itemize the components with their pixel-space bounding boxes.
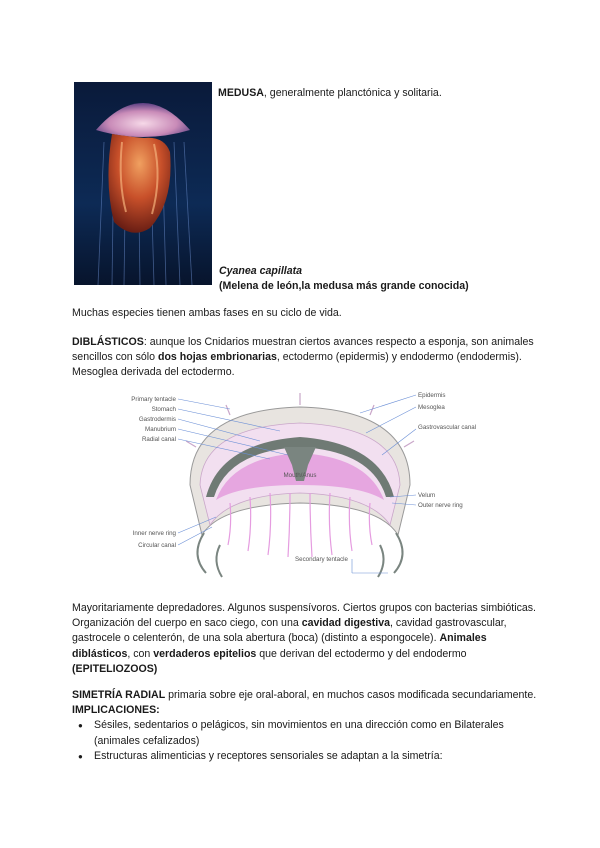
jellyfish-photo <box>74 82 212 285</box>
label-velum: Velum <box>418 492 436 499</box>
term-verdaderos-epitelios: verdaderos epitelios <box>153 647 257 660</box>
label-circular-canal: Circular canal <box>138 542 176 549</box>
text-span: : aunque los Cnidarios muestran ciertos avances respecto a esponja, son animales sencillos con sólo <box>72 336 534 364</box>
label-secondary-tentacle: Secondary tentacle <box>295 556 348 563</box>
section-simetria-radial <box>72 688 542 764</box>
term-epiteliozoos: (EPITELIOZOOS) <box>72 662 158 675</box>
label-gastrovascular-canal: Gastrovascular canal <box>418 424 477 431</box>
paragraph-simetria <box>72 688 542 718</box>
text-span: primaria sobre eje oral-aboral, en muchos casos modificada secundariamente. <box>165 689 537 701</box>
medusa-caption <box>218 86 538 101</box>
term-animales-diblasticos: Animales diblásticos <box>72 632 487 660</box>
label-stomach: Stomach <box>151 406 176 413</box>
medusa-description: , generalmente planctónica y solitaria. <box>263 87 442 99</box>
label-mesoglea: Mesoglea <box>418 404 445 411</box>
medusa-anatomy-diagram <box>120 385 480 585</box>
label-mouth-anus: Mouth/Anus <box>283 472 317 479</box>
label-outer-nerve-ring: Outer nerve ring <box>418 502 463 509</box>
term-implicaciones: IMPLICACIONES: <box>72 704 160 717</box>
list-item: ● Sésiles, sedentarios o pelágicos, sin movimientos en una dirección como en Bilaterales (animales cefalizados) <box>72 718 542 748</box>
text-span: Mayoritariamente depredadores. Algunos suspensívoros. Ciertos grupos con bacterias simbióticas. Organización del cuerpo en saco ciego, con una <box>72 602 537 630</box>
species-name: Cyanea capillata <box>219 265 303 277</box>
term-simetria-radial: SIMETRÍA RADIAL <box>72 689 166 701</box>
term-hojas: dos hojas embrionarias <box>157 351 277 364</box>
medusa-title: MEDUSA <box>218 87 264 99</box>
label-primary-tentacle: Primary tentacle <box>131 396 176 403</box>
label-epidermis: Epidermis <box>418 392 446 399</box>
term-cavidad-digestiva: cavidad digestiva <box>301 617 391 630</box>
term-diblasticos: DIBLÁSTICOS <box>72 336 144 348</box>
text-span: , con <box>127 647 154 660</box>
paragraph-nutrition <box>72 601 542 677</box>
implications-list <box>72 718 542 764</box>
paragraph-diblasticos <box>72 335 542 381</box>
list-item: ● Estructuras alimenticias y receptores sensoriales se adaptan a la simetría: <box>72 749 542 764</box>
species-caption <box>219 264 539 294</box>
species-common-name: (Melena de león,la medusa más grande conocida) <box>219 280 469 293</box>
text-span: , cavidad gastrovascular, gastrocele o celenterón, de una sola abertura (boca) (distinto a espongocele). <box>72 617 507 645</box>
label-radial-canal: Radial canal <box>141 436 176 443</box>
label-gastrodermis: Gastrodermis <box>138 416 176 423</box>
text-span: que derivan del ectodermo y del endodermo <box>256 647 467 660</box>
text-span: , ectodermo (epidermis) y endodermo (endodermis). Mesoglea derivada del ectodermo. <box>72 351 522 379</box>
paragraph-life-cycle: Muchas especies tienen ambas fases en su ciclo de vida. <box>72 307 342 319</box>
label-manubrium: Manubrium <box>145 426 176 433</box>
label-inner-nerve-ring: Inner nerve ring <box>132 530 176 537</box>
